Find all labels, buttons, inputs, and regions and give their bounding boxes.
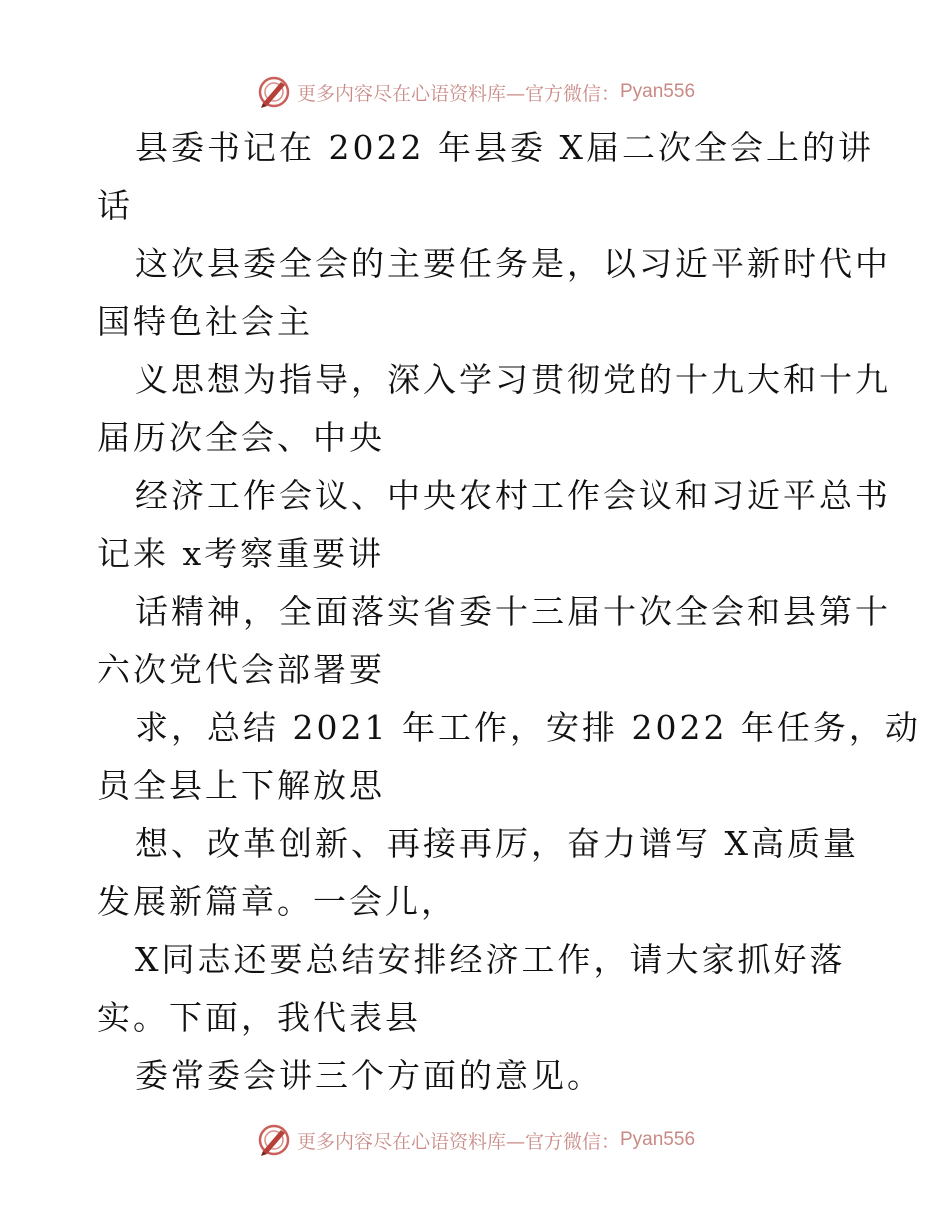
text-line: 经济工作会议、中央农村工作会议和习近平总书 [135, 476, 891, 515]
text-line: 委常委会讲三个方面的意见。 [135, 1056, 603, 1095]
text-line: 义思想为指导，深入学习贯彻党的十九大和十九 [135, 360, 891, 399]
text-line: 话精神，全面落实省委十三届十次全会和县第十 [135, 592, 891, 631]
text-line: 六次党代会部署要 [97, 650, 385, 689]
watermark-text: 更多内容尽在心语资料库—官方微信： [296, 1130, 620, 1153]
watermark-wechat-id: Pyan556 [620, 81, 696, 102]
watermark-header [0, 72, 950, 112]
text-line: 想、改革创新、再接再厉，奋力谱写 X高质量 [135, 824, 859, 863]
text-line: 届历次全会、中央 [97, 418, 385, 457]
text-line: 发展新篇章。一会儿， [97, 882, 457, 921]
text-line: 员全县上下解放思 [97, 766, 385, 805]
text-line: 求，总结 2021 年工作，安排 2022 年任务，动 [135, 708, 921, 747]
watermark-footer [0, 1120, 950, 1160]
text-line: 实。下面，我代表县 [97, 998, 421, 1037]
text-line: 话 [97, 186, 133, 225]
text-line: 记来 x考察重要讲 [97, 534, 385, 573]
watermark-wechat-id: Pyan556 [620, 1129, 696, 1150]
pen-logo-icon [255, 1121, 293, 1159]
text-line: 国特色社会主 [97, 302, 313, 341]
text-line: 县委书记在 2022 年县委 X届二次全会上的讲 [135, 128, 874, 167]
text-line: X同志还要总结安排经济工作，请大家抓好落 [135, 940, 846, 979]
watermark-text: 更多内容尽在心语资料库—官方微信： [296, 82, 620, 105]
text-line: 这次县委全会的主要任务是，以习近平新时代中 [135, 244, 891, 283]
pen-logo-icon [255, 73, 293, 111]
